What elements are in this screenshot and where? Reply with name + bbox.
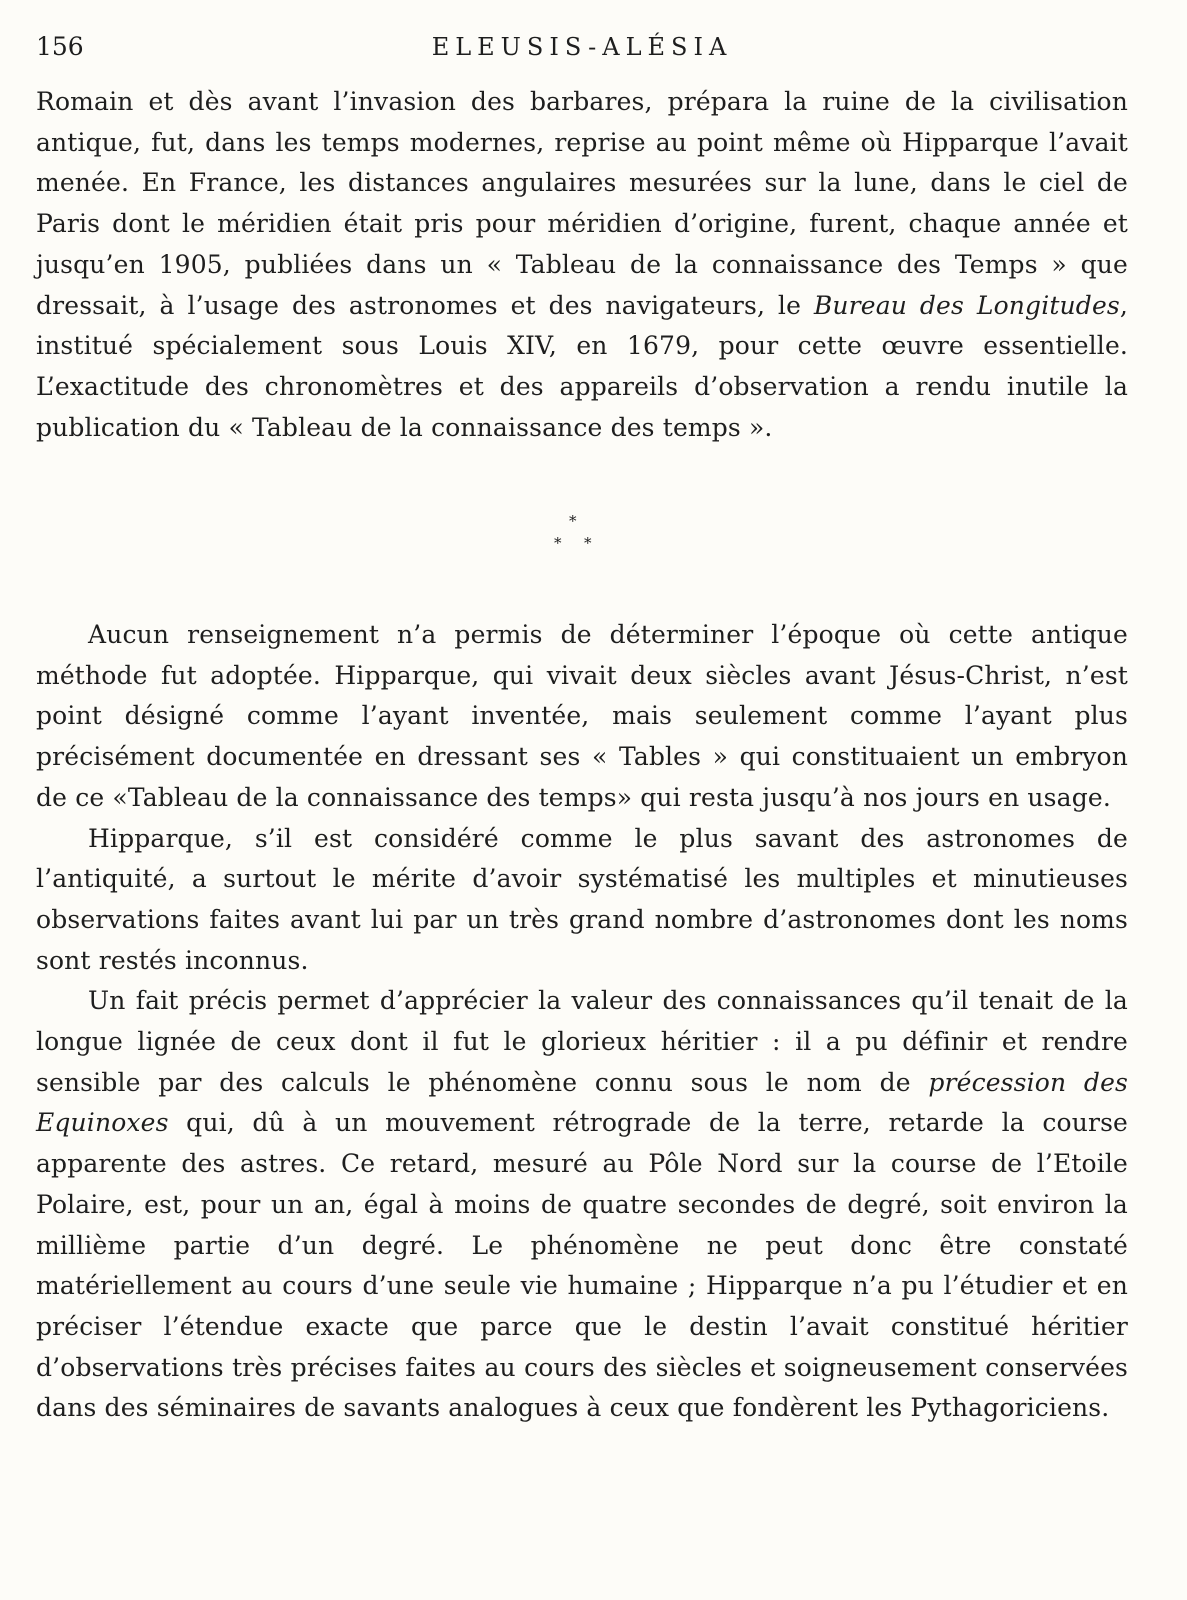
paragraph: Hipparque, s’il est considéré comme le plus savant des astronomes de l’antiquité, a surtout le mérite d’avoir systématisé les multiples et minutieuses observations faites avant lui par un très grand nombre d’astronomes dont les noms sont restés inconnus.: [36, 823, 1128, 975]
section-asterism: [548, 512, 608, 558]
running-title: ELEUSIS-ALÉSIA: [431, 33, 733, 61]
page-number: 156: [36, 32, 84, 61]
paragraph-continuation: [36, 82, 1128, 448]
italic-term: précession des Equinoxes: [36, 1067, 1129, 1138]
asterisk-icon: *: [569, 512, 577, 530]
paragraph-text: qui, dû à un mouvement rétrograde de la terre, retarde la course apparente des astres. Ce retard, mesuré au Pôle Nord sur la course de l’Etoile Polaire, est, pour un an, égal à moins de quatre secondes de degré, soit environ la millième partie d’un degré. Le phénomène ne peut donc être constaté matériellement au cours d’une seule vie humaine ; Hipparque n’a pu l’étudier et en préciser l’étendue exacte que parce que le destin l’avait constitué héritier d’observations très précises faites au cours des siècles et soigneusement conservées dans des séminaires de savants analogues à ceux que fondèrent les Pythagoriciens.: [36, 1108, 1128, 1423]
running-head: [36, 30, 1128, 64]
asterisk-icon: *: [584, 534, 592, 552]
paragraph: Aucun renseignement n’a permis de déterminer l’époque où cette antique méthode fut adoptée. Hipparque, qui vivait deux siècles avant Jésus-Christ, n’est point désigné comme l’ayant inventée, mais seulement comme l’ayant plus précisément documentée en dressant ses « Tables » qui constituaient un embryon de ce «Tableau de la connaissance des temps» qui resta jusqu’à nos jours en usage.: [36, 620, 1128, 812]
paragraph-text: , institué spécialement sous Louis XIV, en 1679, pour cette œuvre essentielle. L’exactitude des chronomètres et des appareils d’observation a rendu inutile la publication du « Tableau de la connaissance des temps ».: [36, 290, 1128, 442]
paragraph: [36, 981, 1128, 1429]
paragraph-text: Romain et dès avant l’invasion des barbares, prépara la ruine de la civilisation antique, fut, dans les temps modernes, reprise au point même où Hipparque l’avait menée. En France, les distances angulaires mesurées sur la lune, dans le ciel de Paris dont le méridien était pris pour méridien d’origine, furent, chaque année et jusqu’en 1905, publiées dans un « Tableau de la connaissance des Temps » que dressait, à l’usage des astronomes et des navigateurs, le: [36, 87, 1128, 320]
text-block-bottom: [36, 615, 1128, 1429]
italic-title: Bureau des Longitudes: [813, 290, 1120, 320]
text-block-top: [36, 82, 1128, 448]
asterisk-icon: *: [554, 534, 562, 552]
paragraph-text: Un fait précis permet d’apprécier la valeur des connaissances qu’il tenait de la longue lignée de ceux dont il fut le glorieux héritier : il a pu définir et rendre sensible par des calculs le phénomène connu sous le nom de: [36, 986, 1128, 1097]
